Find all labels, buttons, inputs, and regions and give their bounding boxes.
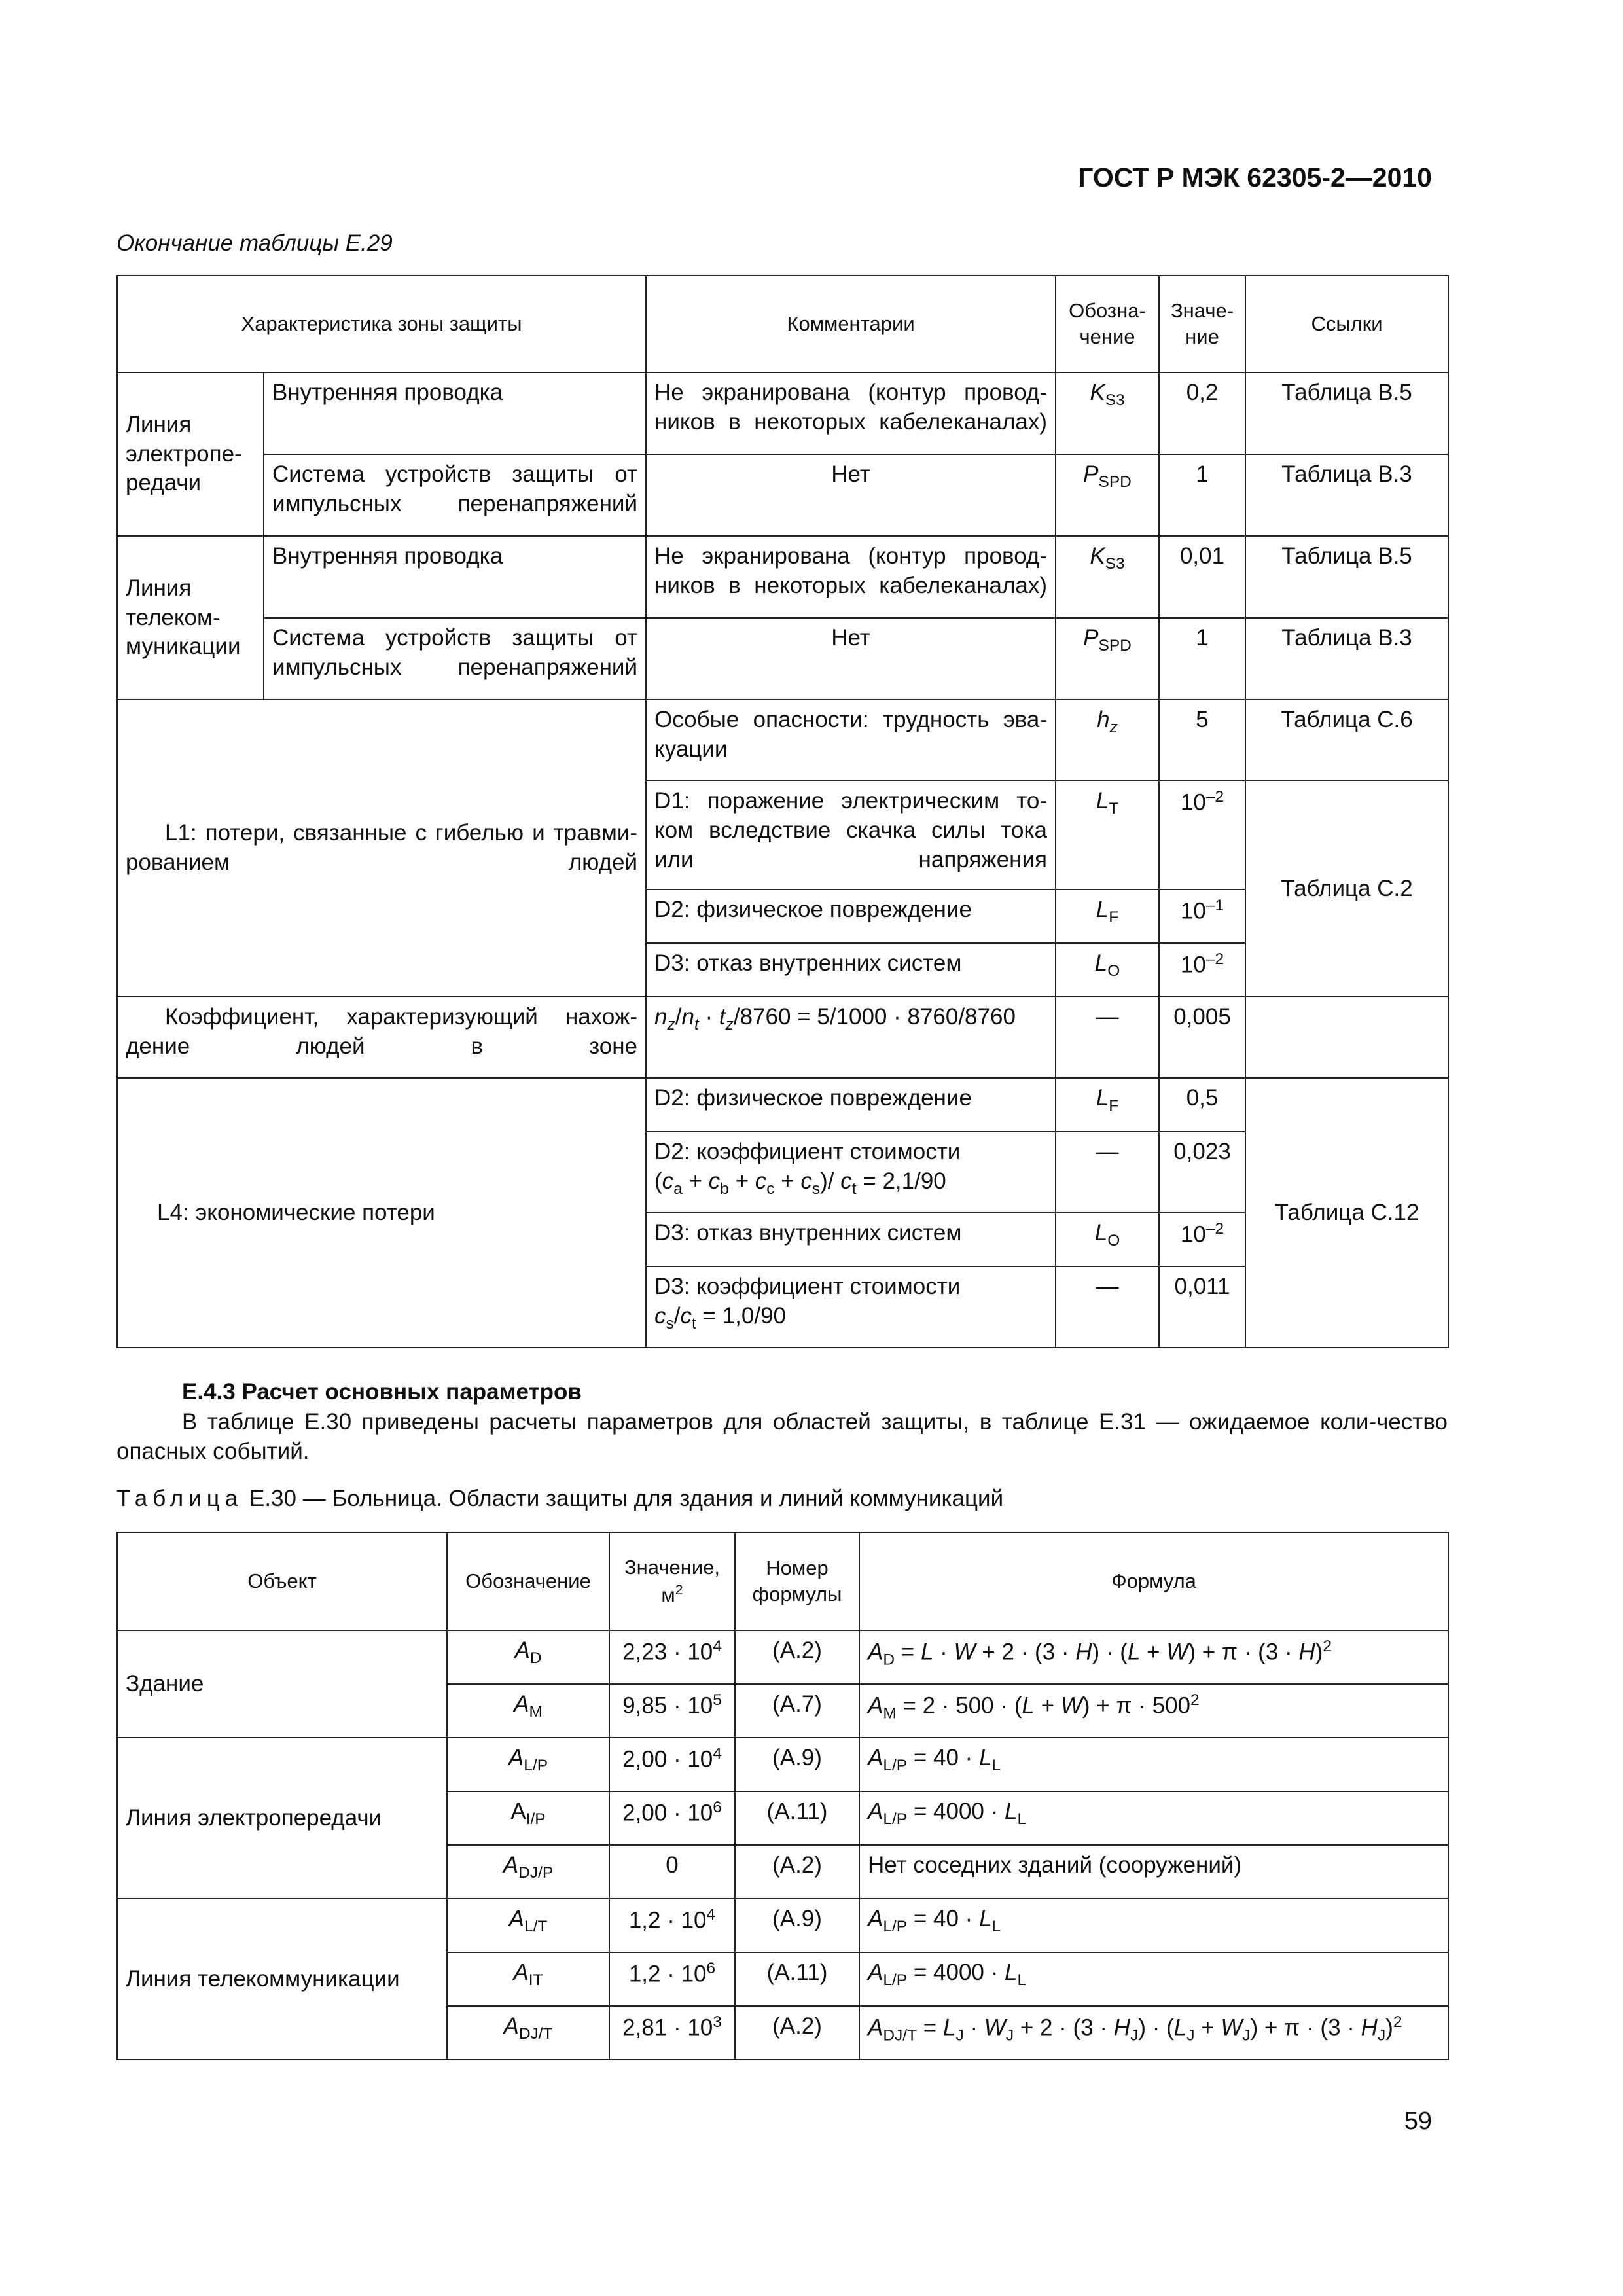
row-subcategory: Система устройств защиты от импульсных перенапряжений bbox=[264, 454, 646, 536]
header-comments: Комментарии bbox=[646, 276, 1056, 372]
row-symbol: — bbox=[1056, 1266, 1159, 1348]
row-symbol: $P_{SPD}$ bbox=[1056, 454, 1159, 536]
row-value: $2,23 \cdot 10^4$ bbox=[609, 1630, 735, 1684]
row-value: 5 bbox=[1159, 700, 1245, 781]
row-subcategory: Внутренняя проводка bbox=[264, 536, 646, 618]
row-comment: $n_z/n_t \cdot t_z/8760 = 5/1000 \cdot 8760/8760$ bbox=[646, 997, 1056, 1078]
row-formula-number: (А.11) bbox=[735, 1952, 859, 2006]
row-comment: D2: физическое повреждение bbox=[646, 1078, 1056, 1132]
header-references: Ссылки bbox=[1245, 276, 1448, 372]
row-comment: D2: коэффициент стоимости $(c_a + c_b + c_c + c_s)/$ $c_t = 2,1/90$ bbox=[646, 1132, 1056, 1213]
row-value: $2,81 \cdot 10^3$ bbox=[609, 2006, 735, 2060]
group-l1: L1: потери, связанные с гибелью и травми-рованием людей bbox=[117, 700, 646, 997]
group-telecom-line: Линия телеком-муникации bbox=[117, 536, 264, 700]
row-reference-empty bbox=[1245, 997, 1448, 1078]
row-comment: D2: физическое повреждение bbox=[646, 889, 1056, 943]
header-formula-number: Номер формулы bbox=[735, 1532, 859, 1630]
row-symbol: — bbox=[1056, 997, 1159, 1078]
caption-prefix: Таблица bbox=[116, 1486, 243, 1511]
row-value: 1 bbox=[1159, 618, 1245, 700]
row-formula-number: (А.7) bbox=[735, 1684, 859, 1738]
row-value: 0,023 bbox=[1159, 1132, 1245, 1213]
row-value: $1,2 \cdot 10^6$ bbox=[609, 1952, 735, 2006]
row-formula-number: (А.2) bbox=[735, 1845, 859, 1899]
caption-text: Е.30 — Больница. Области защиты для здания и линий коммуникаций bbox=[249, 1486, 1004, 1511]
row-designation: $A_{L/T}$ bbox=[447, 1899, 609, 1952]
row-symbol: — bbox=[1056, 1132, 1159, 1213]
row-symbol: $K_{S3}$ bbox=[1056, 536, 1159, 618]
row-formula: $A_{L/P} = 40 \cdot L_L$ bbox=[859, 1738, 1448, 1791]
row-formula-number: (А.2) bbox=[735, 1630, 859, 1684]
row-comment: D3: отказ внутренних систем bbox=[646, 1213, 1056, 1266]
row-designation: $A_{I/P}$ bbox=[447, 1791, 609, 1845]
row-symbol: $h_z$ bbox=[1056, 700, 1159, 781]
row-designation: $A_M$ bbox=[447, 1684, 609, 1738]
row-formula-number: (А.9) bbox=[735, 1899, 859, 1952]
row-comment: Не экранирована (контур провод-ников в некоторых кабелеканалах) bbox=[646, 536, 1056, 618]
row-comment: D3: коэффициент стоимости $c_s/c_t = 1,0/90$ bbox=[646, 1266, 1056, 1348]
row-designation: $A_D$ bbox=[447, 1630, 609, 1684]
header-object: Объект bbox=[117, 1532, 447, 1630]
row-comment: Нет bbox=[646, 618, 1056, 700]
table-e30-body bbox=[116, 1532, 1449, 2060]
row-reference: Таблица В.5 bbox=[1245, 372, 1448, 454]
row-value: $10^{-2}$ bbox=[1159, 781, 1245, 889]
row-value: 0,2 bbox=[1159, 372, 1245, 454]
section-e43 bbox=[116, 1377, 1448, 1467]
section-title: Е.4.3 Расчет основных параметров bbox=[182, 1379, 582, 1405]
row-comment: D3: отказ внутренних систем bbox=[646, 943, 1056, 997]
header-value: Значение, $м^2$ bbox=[609, 1532, 735, 1630]
row-value: $9,85 \cdot 10^5$ bbox=[609, 1684, 735, 1738]
row-symbol: $L_F$ bbox=[1056, 889, 1159, 943]
row-value: 0,005 bbox=[1159, 997, 1245, 1078]
page-number: 59 bbox=[1404, 2108, 1432, 2135]
row-formula: Нет соседних зданий (сооружений) bbox=[859, 1845, 1448, 1899]
group-l4: L4: экономические потери bbox=[117, 1078, 646, 1348]
row-designation: $A_{IT}$ bbox=[447, 1952, 609, 2006]
row-value: $2,00 \cdot 10^6$ bbox=[609, 1791, 735, 1845]
row-formula: $A_M = 2 \cdot 500 \cdot (L + W) + \pi \cdot 500^2$ bbox=[859, 1684, 1448, 1738]
row-value: $10^{-2}$ bbox=[1159, 1213, 1245, 1266]
row-designation: $A_{L/P}$ bbox=[447, 1738, 609, 1791]
row-symbol: $K_{S3}$ bbox=[1056, 372, 1159, 454]
row-value: $1,2 \cdot 10^4$ bbox=[609, 1899, 735, 1952]
row-symbol: $P_{SPD}$ bbox=[1056, 618, 1159, 700]
row-designation: $A_{DJ/P}$ bbox=[447, 1845, 609, 1899]
row-value: 0 bbox=[609, 1845, 735, 1899]
object-building: Здание bbox=[117, 1630, 447, 1738]
row-designation: $A_{DJ/T}$ bbox=[447, 2006, 609, 2060]
row-symbol: $L_O$ bbox=[1056, 1213, 1159, 1266]
table-continuation-label: Окончание таблицы Е.29 bbox=[116, 230, 393, 256]
row-reference: Таблица В.3 bbox=[1245, 618, 1448, 700]
row-formula-number: (А.9) bbox=[735, 1738, 859, 1791]
group-occupancy-coefficient: Коэффициент, характеризующий нахож-дение людей в зоне bbox=[117, 997, 646, 1078]
document-header: ГОСТ Р МЭК 62305-2—2010 bbox=[1078, 162, 1432, 192]
row-formula: $A_{L/P} = 40 \cdot L_L$ bbox=[859, 1899, 1448, 1952]
object-telecom-line: Линия телекоммуникации bbox=[117, 1899, 447, 2060]
row-reference: Таблица В.5 bbox=[1245, 536, 1448, 618]
row-reference: Таблица С.6 bbox=[1245, 700, 1448, 781]
row-comment: Не экранирована (контур провод-ников в некоторых кабелеканалах) bbox=[646, 372, 1056, 454]
section-paragraph: В таблице Е.30 приведены расчеты параметров для областей защиты, в таблице Е.31 — ожидаемое коли-чество опасных событий. bbox=[116, 1408, 1448, 1464]
row-value: $10^{-2}$ bbox=[1159, 943, 1245, 997]
row-comment: D1: поражение электрическим то-ком вследствие скачка силы тока или напряжения bbox=[646, 781, 1056, 889]
row-reference: Таблица В.3 bbox=[1245, 454, 1448, 536]
row-formula: $A_{L/P} = 4000 \cdot L_L$ bbox=[859, 1952, 1448, 2006]
header-formula: Формула bbox=[859, 1532, 1448, 1630]
table-e29 bbox=[116, 275, 1449, 1348]
table-e30-caption bbox=[116, 1486, 1003, 1512]
row-value: $2,00 \cdot 10^4$ bbox=[609, 1738, 735, 1791]
row-subcategory: Система устройств защиты от импульсных перенапряжений bbox=[264, 618, 646, 700]
row-value: 0,01 bbox=[1159, 536, 1245, 618]
row-symbol: $L_T$ bbox=[1056, 781, 1159, 889]
header-symbol: Обозна-чение bbox=[1056, 276, 1159, 372]
row-comment: Нет bbox=[646, 454, 1056, 536]
row-formula: $A_{DJ/T} = L_J \cdot W_J + 2 \cdot (3 \cdot H_J) \cdot (L_J + W_J) + \pi \cdot (3 \cdot H_J)^2$ bbox=[859, 2006, 1448, 2060]
header-zone-characteristic: Характеристика зоны защиты bbox=[117, 276, 646, 372]
row-reference: Таблица С.12 bbox=[1245, 1078, 1448, 1348]
row-formula-number: (А.11) bbox=[735, 1791, 859, 1845]
row-value: 0,011 bbox=[1159, 1266, 1245, 1348]
row-value: $10^{-1}$ bbox=[1159, 889, 1245, 943]
group-power-line: Линия электропе-редачи bbox=[117, 372, 264, 536]
header-designation: Обозначение bbox=[447, 1532, 609, 1630]
row-symbol: $L_F$ bbox=[1056, 1078, 1159, 1132]
row-comment: Особые опасности: трудность эва-куации bbox=[646, 700, 1056, 781]
object-power-line: Линия электропередачи bbox=[117, 1738, 447, 1899]
row-subcategory: Внутренняя проводка bbox=[264, 372, 646, 454]
row-value: 1 bbox=[1159, 454, 1245, 536]
row-value: 0,5 bbox=[1159, 1078, 1245, 1132]
row-formula: $A_D = L \cdot W + 2 \cdot (3 \cdot H) \cdot (L + W) + \pi \cdot (3 \cdot H)^2$ bbox=[859, 1630, 1448, 1684]
row-symbol: $L_O$ bbox=[1056, 943, 1159, 997]
row-formula: $A_{L/P} = 4000 \cdot L_L$ bbox=[859, 1791, 1448, 1845]
header-value: Значе-ние bbox=[1159, 276, 1245, 372]
row-reference: Таблица С.2 bbox=[1245, 781, 1448, 997]
row-formula-number: (А.2) bbox=[735, 2006, 859, 2060]
